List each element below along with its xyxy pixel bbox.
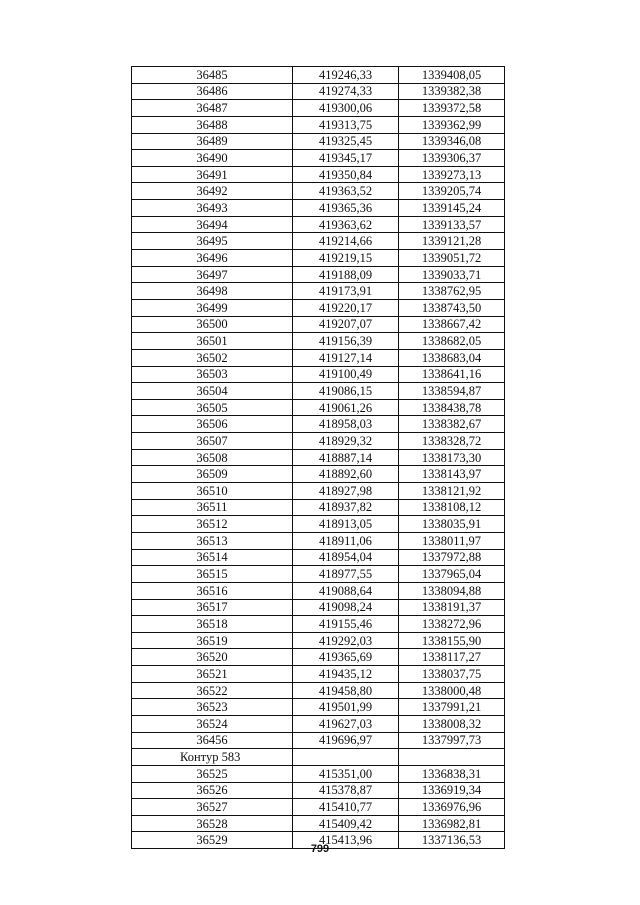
x-coordinate-cell: 419313,75 bbox=[293, 116, 399, 133]
y-coordinate-cell: 1338438,78 bbox=[399, 399, 505, 416]
contour-header-row bbox=[132, 749, 505, 766]
x-coordinate-cell: 419214,66 bbox=[293, 233, 399, 250]
y-coordinate-cell: 1339273,13 bbox=[399, 166, 505, 183]
x-coordinate-cell: 419300,06 bbox=[293, 100, 399, 117]
point-number-cell: 36504 bbox=[132, 383, 293, 400]
table-row bbox=[132, 216, 505, 233]
point-number-cell: 36496 bbox=[132, 250, 293, 267]
x-coordinate-cell: 418977,55 bbox=[293, 566, 399, 583]
table-row bbox=[132, 715, 505, 732]
table-row bbox=[132, 765, 505, 782]
point-number-cell: 36514 bbox=[132, 549, 293, 566]
table-row bbox=[132, 449, 505, 466]
x-coordinate-cell: 419207,07 bbox=[293, 316, 399, 333]
table-row bbox=[132, 549, 505, 566]
x-coordinate-cell: 419274,33 bbox=[293, 83, 399, 100]
table-row bbox=[132, 799, 505, 816]
point-number-cell: 36528 bbox=[132, 815, 293, 832]
point-number-cell: 36518 bbox=[132, 616, 293, 633]
x-coordinate-cell: 419501,99 bbox=[293, 699, 399, 716]
table-row bbox=[132, 466, 505, 483]
y-coordinate-cell: 1338000,48 bbox=[399, 682, 505, 699]
y-coordinate-cell: 1338037,75 bbox=[399, 666, 505, 683]
table-row bbox=[132, 366, 505, 383]
x-coordinate-cell: 419100,49 bbox=[293, 366, 399, 383]
y-coordinate-cell: 1338382,67 bbox=[399, 416, 505, 433]
page-number: 799 bbox=[310, 843, 330, 855]
point-number-cell: 36522 bbox=[132, 682, 293, 699]
table-row bbox=[132, 632, 505, 649]
point-number-cell: 36489 bbox=[132, 133, 293, 150]
y-coordinate-cell: 1338143,97 bbox=[399, 466, 505, 483]
x-coordinate-cell: 419220,17 bbox=[293, 299, 399, 316]
table-row bbox=[132, 582, 505, 599]
table-row bbox=[132, 649, 505, 666]
table-row bbox=[132, 133, 505, 150]
y-coordinate-cell: 1338121,92 bbox=[399, 483, 505, 500]
x-coordinate-cell: 419627,03 bbox=[293, 715, 399, 732]
point-number-cell: 36506 bbox=[132, 416, 293, 433]
x-coordinate-cell: 418887,14 bbox=[293, 449, 399, 466]
x-coordinate-cell: 419155,46 bbox=[293, 616, 399, 633]
point-number-cell: 36515 bbox=[132, 566, 293, 583]
y-coordinate-cell: 1339121,28 bbox=[399, 233, 505, 250]
point-number-cell: 36502 bbox=[132, 349, 293, 366]
x-coordinate-cell: 418929,32 bbox=[293, 433, 399, 450]
y-coordinate-cell: 1339205,74 bbox=[399, 183, 505, 200]
point-number-cell: 36511 bbox=[132, 499, 293, 516]
table-row bbox=[132, 399, 505, 416]
point-number-cell: 36512 bbox=[132, 516, 293, 533]
point-number-cell: 36486 bbox=[132, 83, 293, 100]
y-coordinate-cell: 1338108,12 bbox=[399, 499, 505, 516]
table-row bbox=[132, 815, 505, 832]
x-coordinate-cell: 419086,15 bbox=[293, 383, 399, 400]
x-coordinate-cell: 419156,39 bbox=[293, 333, 399, 350]
y-coordinate-cell: 1338743,50 bbox=[399, 299, 505, 316]
point-number-cell: 36491 bbox=[132, 166, 293, 183]
point-number-cell: 36500 bbox=[132, 316, 293, 333]
y-coordinate-cell: 1338035,91 bbox=[399, 516, 505, 533]
x-coordinate-cell: 419188,09 bbox=[293, 266, 399, 283]
table-row bbox=[132, 349, 505, 366]
empty-cell bbox=[399, 749, 505, 766]
table-row bbox=[132, 732, 505, 749]
y-coordinate-cell: 1339346,08 bbox=[399, 133, 505, 150]
point-number-cell: 36498 bbox=[132, 283, 293, 300]
point-number-cell: 36488 bbox=[132, 116, 293, 133]
x-coordinate-cell: 419292,03 bbox=[293, 632, 399, 649]
x-coordinate-cell: 418913,05 bbox=[293, 516, 399, 533]
table-row bbox=[132, 150, 505, 167]
table-row bbox=[132, 616, 505, 633]
y-coordinate-cell: 1338008,32 bbox=[399, 715, 505, 732]
y-coordinate-cell: 1338191,37 bbox=[399, 599, 505, 616]
point-number-cell: 36526 bbox=[132, 782, 293, 799]
y-coordinate-cell: 1339133,57 bbox=[399, 216, 505, 233]
table-row bbox=[132, 566, 505, 583]
point-number-cell: 36509 bbox=[132, 466, 293, 483]
y-coordinate-cell: 1338011,97 bbox=[399, 532, 505, 549]
table-row bbox=[132, 116, 505, 133]
y-coordinate-cell: 1339408,05 bbox=[399, 67, 505, 84]
contour-label: Контур 583 bbox=[132, 749, 293, 766]
y-coordinate-cell: 1336976,96 bbox=[399, 799, 505, 816]
x-coordinate-cell: 418937,82 bbox=[293, 499, 399, 516]
point-number-cell: 36492 bbox=[132, 183, 293, 200]
y-coordinate-cell: 1339306,37 bbox=[399, 150, 505, 167]
y-coordinate-cell: 1338682,05 bbox=[399, 333, 505, 350]
x-coordinate-cell: 419246,33 bbox=[293, 67, 399, 84]
y-coordinate-cell: 1338328,72 bbox=[399, 433, 505, 450]
y-coordinate-cell: 1336982,81 bbox=[399, 815, 505, 832]
x-coordinate-cell: 419365,36 bbox=[293, 200, 399, 217]
x-coordinate-cell: 419365,69 bbox=[293, 649, 399, 666]
y-coordinate-cell: 1338641,16 bbox=[399, 366, 505, 383]
point-number-cell: 36507 bbox=[132, 433, 293, 450]
table-row bbox=[132, 699, 505, 716]
y-coordinate-cell: 1338683,04 bbox=[399, 349, 505, 366]
y-coordinate-cell: 1337972,88 bbox=[399, 549, 505, 566]
point-number-cell: 36485 bbox=[132, 67, 293, 84]
point-number-cell: 36494 bbox=[132, 216, 293, 233]
x-coordinate-cell: 418958,03 bbox=[293, 416, 399, 433]
coordinates-table bbox=[131, 66, 505, 849]
table-row bbox=[132, 250, 505, 267]
table-row bbox=[132, 266, 505, 283]
x-coordinate-cell: 415351,00 bbox=[293, 765, 399, 782]
table-row bbox=[132, 483, 505, 500]
point-number-cell: 36520 bbox=[132, 649, 293, 666]
point-number-cell: 36510 bbox=[132, 483, 293, 500]
point-number-cell: 36523 bbox=[132, 699, 293, 716]
x-coordinate-cell: 419061,26 bbox=[293, 399, 399, 416]
point-number-cell: 36505 bbox=[132, 399, 293, 416]
table-row bbox=[132, 316, 505, 333]
x-coordinate-cell: 415378,87 bbox=[293, 782, 399, 799]
table-row bbox=[132, 299, 505, 316]
y-coordinate-cell: 1337997,73 bbox=[399, 732, 505, 749]
x-coordinate-cell: 419435,12 bbox=[293, 666, 399, 683]
y-coordinate-cell: 1338094,88 bbox=[399, 582, 505, 599]
point-number-cell: 36529 bbox=[132, 832, 293, 849]
y-coordinate-cell: 1339145,24 bbox=[399, 200, 505, 217]
y-coordinate-cell: 1339362,99 bbox=[399, 116, 505, 133]
table-row bbox=[132, 532, 505, 549]
x-coordinate-cell: 415409,42 bbox=[293, 815, 399, 832]
y-coordinate-cell: 1339372,58 bbox=[399, 100, 505, 117]
point-number-cell: 36493 bbox=[132, 200, 293, 217]
table-row bbox=[132, 682, 505, 699]
table-row bbox=[132, 666, 505, 683]
y-coordinate-cell: 1339051,72 bbox=[399, 250, 505, 267]
y-coordinate-cell: 1338272,96 bbox=[399, 616, 505, 633]
point-number-cell: 36524 bbox=[132, 715, 293, 732]
x-coordinate-cell: 418954,04 bbox=[293, 549, 399, 566]
point-number-cell: 36501 bbox=[132, 333, 293, 350]
table-row bbox=[132, 599, 505, 616]
point-number-cell: 36513 bbox=[132, 532, 293, 549]
point-number-cell: 36456 bbox=[132, 732, 293, 749]
y-coordinate-cell: 1338762,95 bbox=[399, 283, 505, 300]
table-row bbox=[132, 200, 505, 217]
x-coordinate-cell: 419173,91 bbox=[293, 283, 399, 300]
x-coordinate-cell: 418927,98 bbox=[293, 483, 399, 500]
table-row bbox=[132, 333, 505, 350]
y-coordinate-cell: 1337991,21 bbox=[399, 699, 505, 716]
point-number-cell: 36517 bbox=[132, 599, 293, 616]
x-coordinate-cell: 419127,14 bbox=[293, 349, 399, 366]
x-coordinate-cell: 419219,15 bbox=[293, 250, 399, 267]
x-coordinate-cell: 419363,62 bbox=[293, 216, 399, 233]
x-coordinate-cell: 418892,60 bbox=[293, 466, 399, 483]
point-number-cell: 36508 bbox=[132, 449, 293, 466]
x-coordinate-cell: 419088,64 bbox=[293, 582, 399, 599]
x-coordinate-cell: 419696,97 bbox=[293, 732, 399, 749]
x-coordinate-cell: 419350,84 bbox=[293, 166, 399, 183]
point-number-cell: 36519 bbox=[132, 632, 293, 649]
table-row bbox=[132, 516, 505, 533]
point-number-cell: 36490 bbox=[132, 150, 293, 167]
x-coordinate-cell: 419458,80 bbox=[293, 682, 399, 699]
point-number-cell: 36503 bbox=[132, 366, 293, 383]
y-coordinate-cell: 1337965,04 bbox=[399, 566, 505, 583]
y-coordinate-cell: 1338173,30 bbox=[399, 449, 505, 466]
x-coordinate-cell: 419325,45 bbox=[293, 133, 399, 150]
point-number-cell: 36527 bbox=[132, 799, 293, 816]
x-coordinate-cell: 415410,77 bbox=[293, 799, 399, 816]
y-coordinate-cell: 1339033,71 bbox=[399, 266, 505, 283]
coordinates-table-body bbox=[132, 67, 505, 849]
point-number-cell: 36497 bbox=[132, 266, 293, 283]
y-coordinate-cell: 1336919,34 bbox=[399, 782, 505, 799]
empty-cell bbox=[293, 749, 399, 766]
y-coordinate-cell: 1337136,53 bbox=[399, 832, 505, 849]
y-coordinate-cell: 1339382,38 bbox=[399, 83, 505, 100]
point-number-cell: 36525 bbox=[132, 765, 293, 782]
point-number-cell: 36495 bbox=[132, 233, 293, 250]
x-coordinate-cell: 419098,24 bbox=[293, 599, 399, 616]
table-row bbox=[132, 183, 505, 200]
table-row bbox=[132, 283, 505, 300]
y-coordinate-cell: 1338667,42 bbox=[399, 316, 505, 333]
table-row bbox=[132, 782, 505, 799]
table-row bbox=[132, 83, 505, 100]
y-coordinate-cell: 1338155,90 bbox=[399, 632, 505, 649]
point-number-cell: 36521 bbox=[132, 666, 293, 683]
y-coordinate-cell: 1338117,27 bbox=[399, 649, 505, 666]
point-number-cell: 36516 bbox=[132, 582, 293, 599]
x-coordinate-cell: 419363,52 bbox=[293, 183, 399, 200]
point-number-cell: 36499 bbox=[132, 299, 293, 316]
table-row bbox=[132, 233, 505, 250]
table-row bbox=[132, 100, 505, 117]
y-coordinate-cell: 1336838,31 bbox=[399, 765, 505, 782]
table-row bbox=[132, 166, 505, 183]
x-coordinate-cell: 419345,17 bbox=[293, 150, 399, 167]
table-row bbox=[132, 433, 505, 450]
x-coordinate-cell: 415413,96 bbox=[293, 832, 399, 849]
point-number-cell: 36487 bbox=[132, 100, 293, 117]
y-coordinate-cell: 1338594,87 bbox=[399, 383, 505, 400]
table-row bbox=[132, 383, 505, 400]
table-row bbox=[132, 416, 505, 433]
x-coordinate-cell: 418911,06 bbox=[293, 532, 399, 549]
table-row bbox=[132, 499, 505, 516]
table-row bbox=[132, 67, 505, 84]
